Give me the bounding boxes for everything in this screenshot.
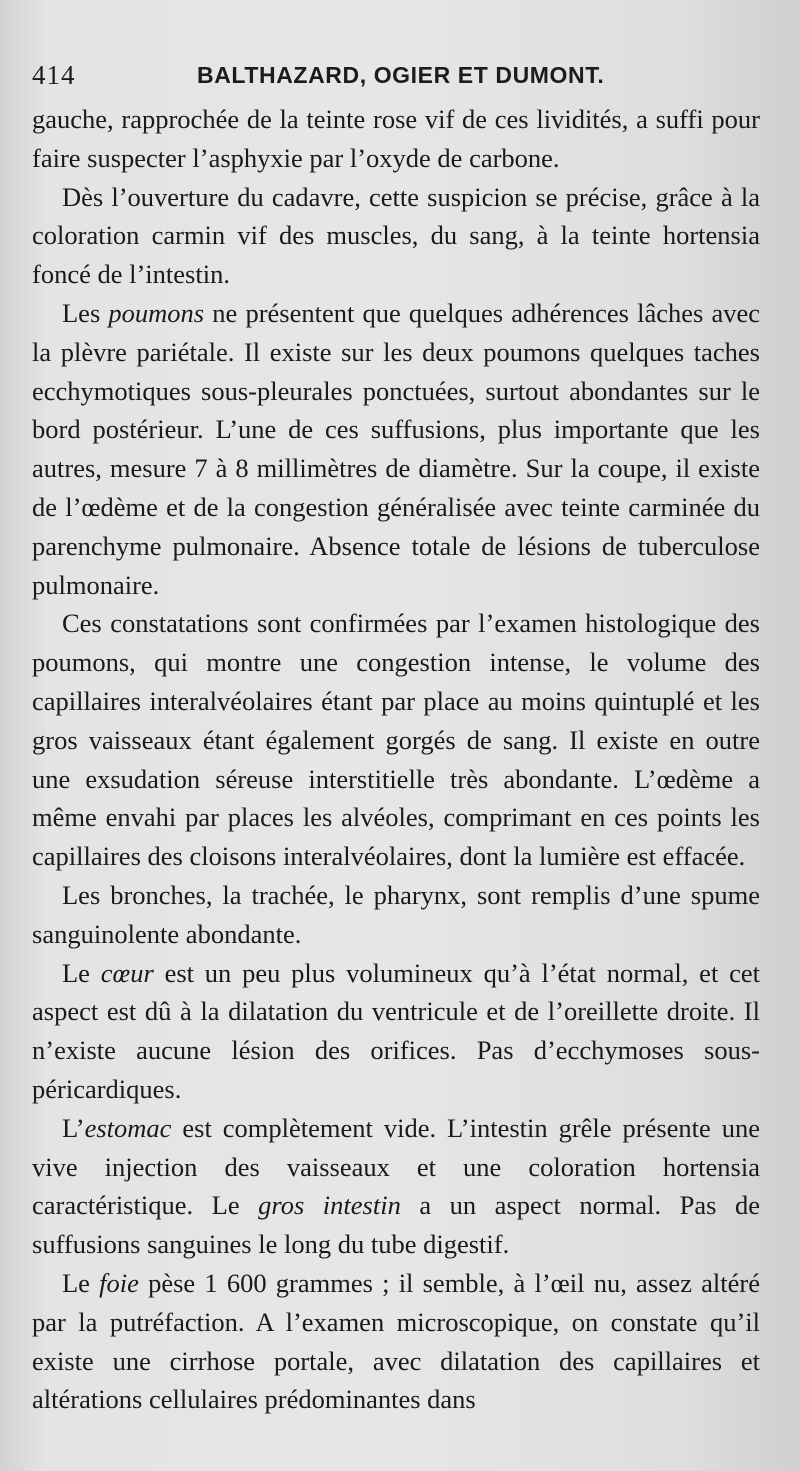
running-head: BALTHAZARD, OGIER ET DUMONT. — [197, 62, 605, 88]
text-run: L’ — [62, 1112, 85, 1143]
paragraph-estomac — [32, 1109, 760, 1264]
paragraph-poumons — [32, 294, 760, 604]
page-number: 414 — [32, 60, 76, 90]
paragraph-coeur — [32, 954, 760, 1109]
paragraph-bronches: Les bronches, la trachée, le pharynx, sont remplis d’une spume sanguinolente abondante. — [32, 879, 760, 949]
term-poumons: poumons — [108, 297, 205, 328]
text-run: a un aspect normal. Pas de suffusions sanguines le long du tube digestif. — [32, 1190, 760, 1260]
term-gros-intestin: gros intestin — [258, 1190, 401, 1221]
term-estomac: estomac — [84, 1112, 172, 1143]
text-run: Le — [62, 1267, 100, 1298]
text-run: est un peu plus volumineux qu’à l’état normal, et cet aspect est dû à la dilatation du ventricule et de l’oreillette droite. Il n’existe aucune lésion des orifices. Pas d’ecchymoses sous-péricardiques. — [32, 957, 761, 1104]
text-run: Les — [62, 297, 109, 328]
page-header — [32, 60, 752, 96]
text-run: pèse 1 600 grammes ; il semble, à l’œil nu, assez altéré par la putréfaction. A l’examen microscopique, on constate qu’il existe une cirrhose portale, avec dilatation des capillaires et altérations cellulaires prédominantes dans — [32, 1267, 760, 1415]
body-text — [32, 100, 760, 1419]
paragraph-lividites: gauche, rapprochée de la teinte rose vif de ces lividités, a suffi pour faire suspecter l’asphyxie par l’oxyde de carbone. — [32, 104, 760, 173]
paragraph-foie — [32, 1264, 760, 1419]
text-run: ne présentent que quelques adhérences lâches avec la plèvre pariétale. Il existe sur les deux poumons quelques taches ecchymotiques sous-pleurales ponctuées, surtout abondantes sur le bord postérieur. L’une de ces suffusions, plus importante que les autres, mesure 7 à 8 millimètres de diamètre. Sur la coupe, il existe de l’œdème et de la congestion généralisée avec teinte carminée du parenchyme pulmonaire. Absence totale de lésions de tuberculose pulmonaire. — [32, 297, 760, 600]
term-coeur: cœur — [100, 957, 154, 988]
text-run: est complètement vide. L’intestin grêle présente une vive injection des vaisseaux et une coloration hortensia caractéristique. Le — [32, 1112, 760, 1221]
text-run: Le — [62, 957, 101, 988]
paragraph-ouverture: Dès l’ouverture du cadavre, cette suspicion se précise, grâce à la coloration carmin vif des muscles, du sang, à la teinte hortensia foncé de l’intestin. — [32, 181, 760, 290]
paragraph-histologie: Ces constatations sont confirmées par l’examen histologique des poumons, qui montre une congestion intense, le volume des capillaires interalvéolaires étant par place au moins quintuplé et les gros vaisseaux étant également gorgés de sang. Il existe en outre une exsudation séreuse interstitielle très abondante. L’œdème a même envahi par places les alvéoles, comprimant en ces points les capillaires des cloisons interalvéolaires, dont la lumière est effacée. — [32, 608, 760, 872]
term-foie: foie — [99, 1267, 139, 1298]
